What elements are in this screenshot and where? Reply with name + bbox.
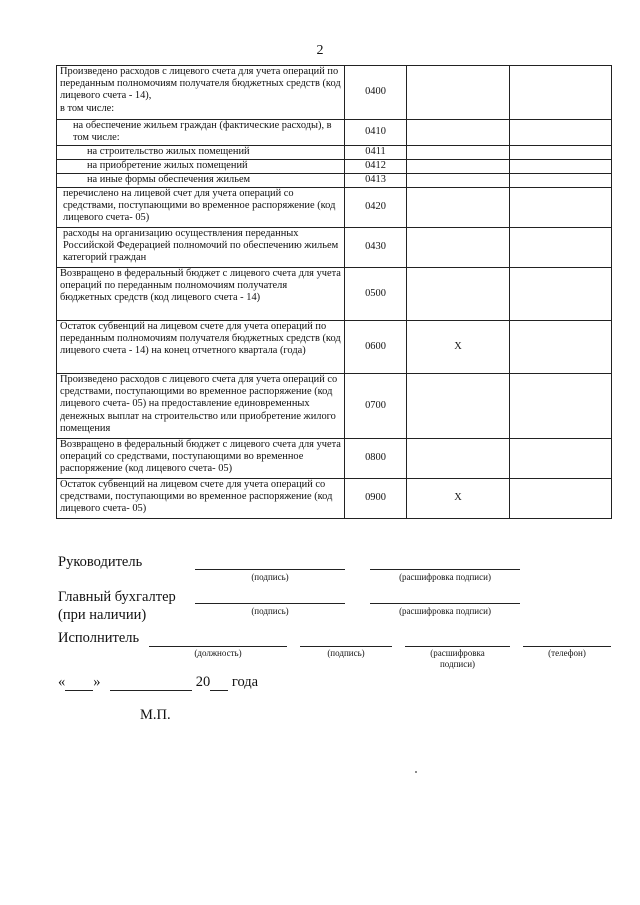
row-code: 0500: [345, 268, 407, 321]
row-code: 0800: [345, 439, 407, 479]
row-value-2: [510, 439, 612, 479]
executor-signature-line[interactable]: [300, 646, 392, 647]
table-row: [57, 479, 612, 519]
head-signature-caption: (подпись): [251, 572, 289, 582]
head-decoding-line[interactable]: [370, 569, 520, 570]
row-label: Произведено расходов с лицевого счета для учета операций со средствами, поступающими во временное распоряжение (код лицевого счета- 05) на предоставление единовременных денежных выплат на строительство или приобретение жилого помещения: [57, 374, 345, 439]
row-label: Остаток субвенций на лицевом счете для учета операций со средствами, поступающими во временное распоряжение (код лицевого счета- 05): [57, 479, 345, 519]
row-code: 0700: [345, 374, 407, 439]
row-value-1: [407, 66, 510, 120]
row-value-2: [510, 66, 612, 120]
row-code: 0412: [345, 160, 407, 174]
row-value-1: [407, 228, 510, 268]
head-label: Руководитель: [58, 554, 143, 570]
row-label: на приобретение жилых помещений: [57, 160, 345, 174]
table-row: [57, 228, 612, 268]
row-code: 0600: [345, 321, 407, 374]
row-label: расходы на организацию осуществления переданных Российской Федерацией полномочий по обеспечению жильем категорий граждан: [57, 228, 345, 268]
row-code: 0400: [345, 66, 407, 120]
row-label: Возвращено в федеральный бюджет с лицевого счета для учета операций по переданным полномочиям получателя бюджетных средств (код лицевого счета - 14): [57, 268, 345, 321]
row-label: Возвращено в федеральный бюджет с лицевого счета для учета операций со средствами, поступающими во временное распоряжение (код лицевого счета- 05): [57, 439, 345, 479]
table-row: [57, 174, 612, 188]
table-row: [57, 188, 612, 228]
row-value-2: [510, 321, 612, 374]
row-label: Остаток субвенций на лицевом счете для учета операций по переданным полномочиям получателя бюджетных средств (код лицевого счета - 14) на конец отчетного квартала (года): [57, 321, 345, 374]
row-value-2: [510, 174, 612, 188]
report-table: [56, 65, 612, 519]
chief-accountant-decoding-line[interactable]: [370, 603, 520, 604]
head-signature-line[interactable]: [195, 569, 345, 570]
row-value-2: [510, 120, 612, 146]
row-value-1: [407, 374, 510, 439]
row-value-2: [510, 188, 612, 228]
year-prefix: 20: [195, 674, 211, 690]
row-code: 0411: [345, 146, 407, 160]
row-value-1: [407, 188, 510, 228]
table-row: [57, 160, 612, 174]
row-value-2: [510, 479, 612, 519]
executor-decoding-line[interactable]: [405, 646, 510, 647]
row-code: 0420: [345, 188, 407, 228]
row-value-2: [510, 374, 612, 439]
row-value-1: [407, 268, 510, 321]
row-label: перечислено на лицевой счет для учета операций со средствами, поступающими во временное распоряжение (код лицевого счета- 05): [57, 188, 345, 228]
row-value-2: [510, 160, 612, 174]
row-value-2: [510, 268, 612, 321]
head-decoding-caption: (расшифровка подписи): [399, 572, 491, 582]
executor-signature-caption: (подпись): [327, 648, 365, 658]
row-value-1: [407, 120, 510, 146]
row-code: 0410: [345, 120, 407, 146]
row-value-1: X: [407, 321, 510, 374]
open-quote: «: [58, 674, 66, 690]
table-row: [57, 374, 612, 439]
row-value-1: [407, 160, 510, 174]
row-label: Произведено расходов с лицевого счета для учета операций по переданным полномочиям получателя бюджетных средств (код лицевого счета - 14), в том числе:: [57, 66, 345, 120]
row-value-1: [407, 174, 510, 188]
executor-position-caption: (должность): [194, 648, 242, 658]
table-row: [57, 120, 612, 146]
chief-accountant-signature-line[interactable]: [195, 603, 345, 604]
row-label: на строительство жилых помещений: [57, 146, 345, 160]
month-field[interactable]: [110, 676, 192, 691]
chief-accountant-label: Главный бухгалтер: [58, 589, 176, 605]
close-quote: »: [93, 674, 101, 690]
table-row: [57, 268, 612, 321]
row-code: 0413: [345, 174, 407, 188]
table-row: [57, 321, 612, 374]
row-label: на обеспечение жильем граждан (фактические расходы), в том числе:: [57, 120, 345, 146]
chief-accountant-signature-caption: (подпись): [251, 606, 289, 616]
row-value-1: X: [407, 479, 510, 519]
executor-decoding-caption-1: (расшифровка: [430, 648, 485, 658]
stamp-place: М.П.: [140, 707, 171, 723]
row-code: 0430: [345, 228, 407, 268]
executor-position-line[interactable]: [149, 646, 287, 647]
executor-decoding-caption-2: подписи): [439, 659, 476, 669]
year-suffix: года: [231, 674, 259, 690]
executor-phone-line[interactable]: [523, 646, 611, 647]
executor-phone-caption: (телефон): [548, 648, 586, 658]
executor-label: Исполнитель: [58, 630, 140, 646]
page-number: 2: [316, 43, 324, 58]
row-value-1: [407, 146, 510, 160]
row-value-2: [510, 228, 612, 268]
chief-accountant-note: (при наличии): [58, 607, 147, 623]
row-code: 0900: [345, 479, 407, 519]
day-field[interactable]: [65, 676, 93, 691]
table-row: [57, 66, 612, 120]
year-field[interactable]: [210, 676, 228, 691]
row-label: на иные формы обеспечения жильем: [57, 174, 345, 188]
table-row: [57, 439, 612, 479]
chief-accountant-decoding-caption: (расшифровка подписи): [399, 606, 491, 616]
date-line: [58, 674, 258, 691]
table-row: [57, 146, 612, 160]
row-value-2: [510, 146, 612, 160]
row-value-1: [407, 439, 510, 479]
scan-speck: [415, 771, 417, 773]
